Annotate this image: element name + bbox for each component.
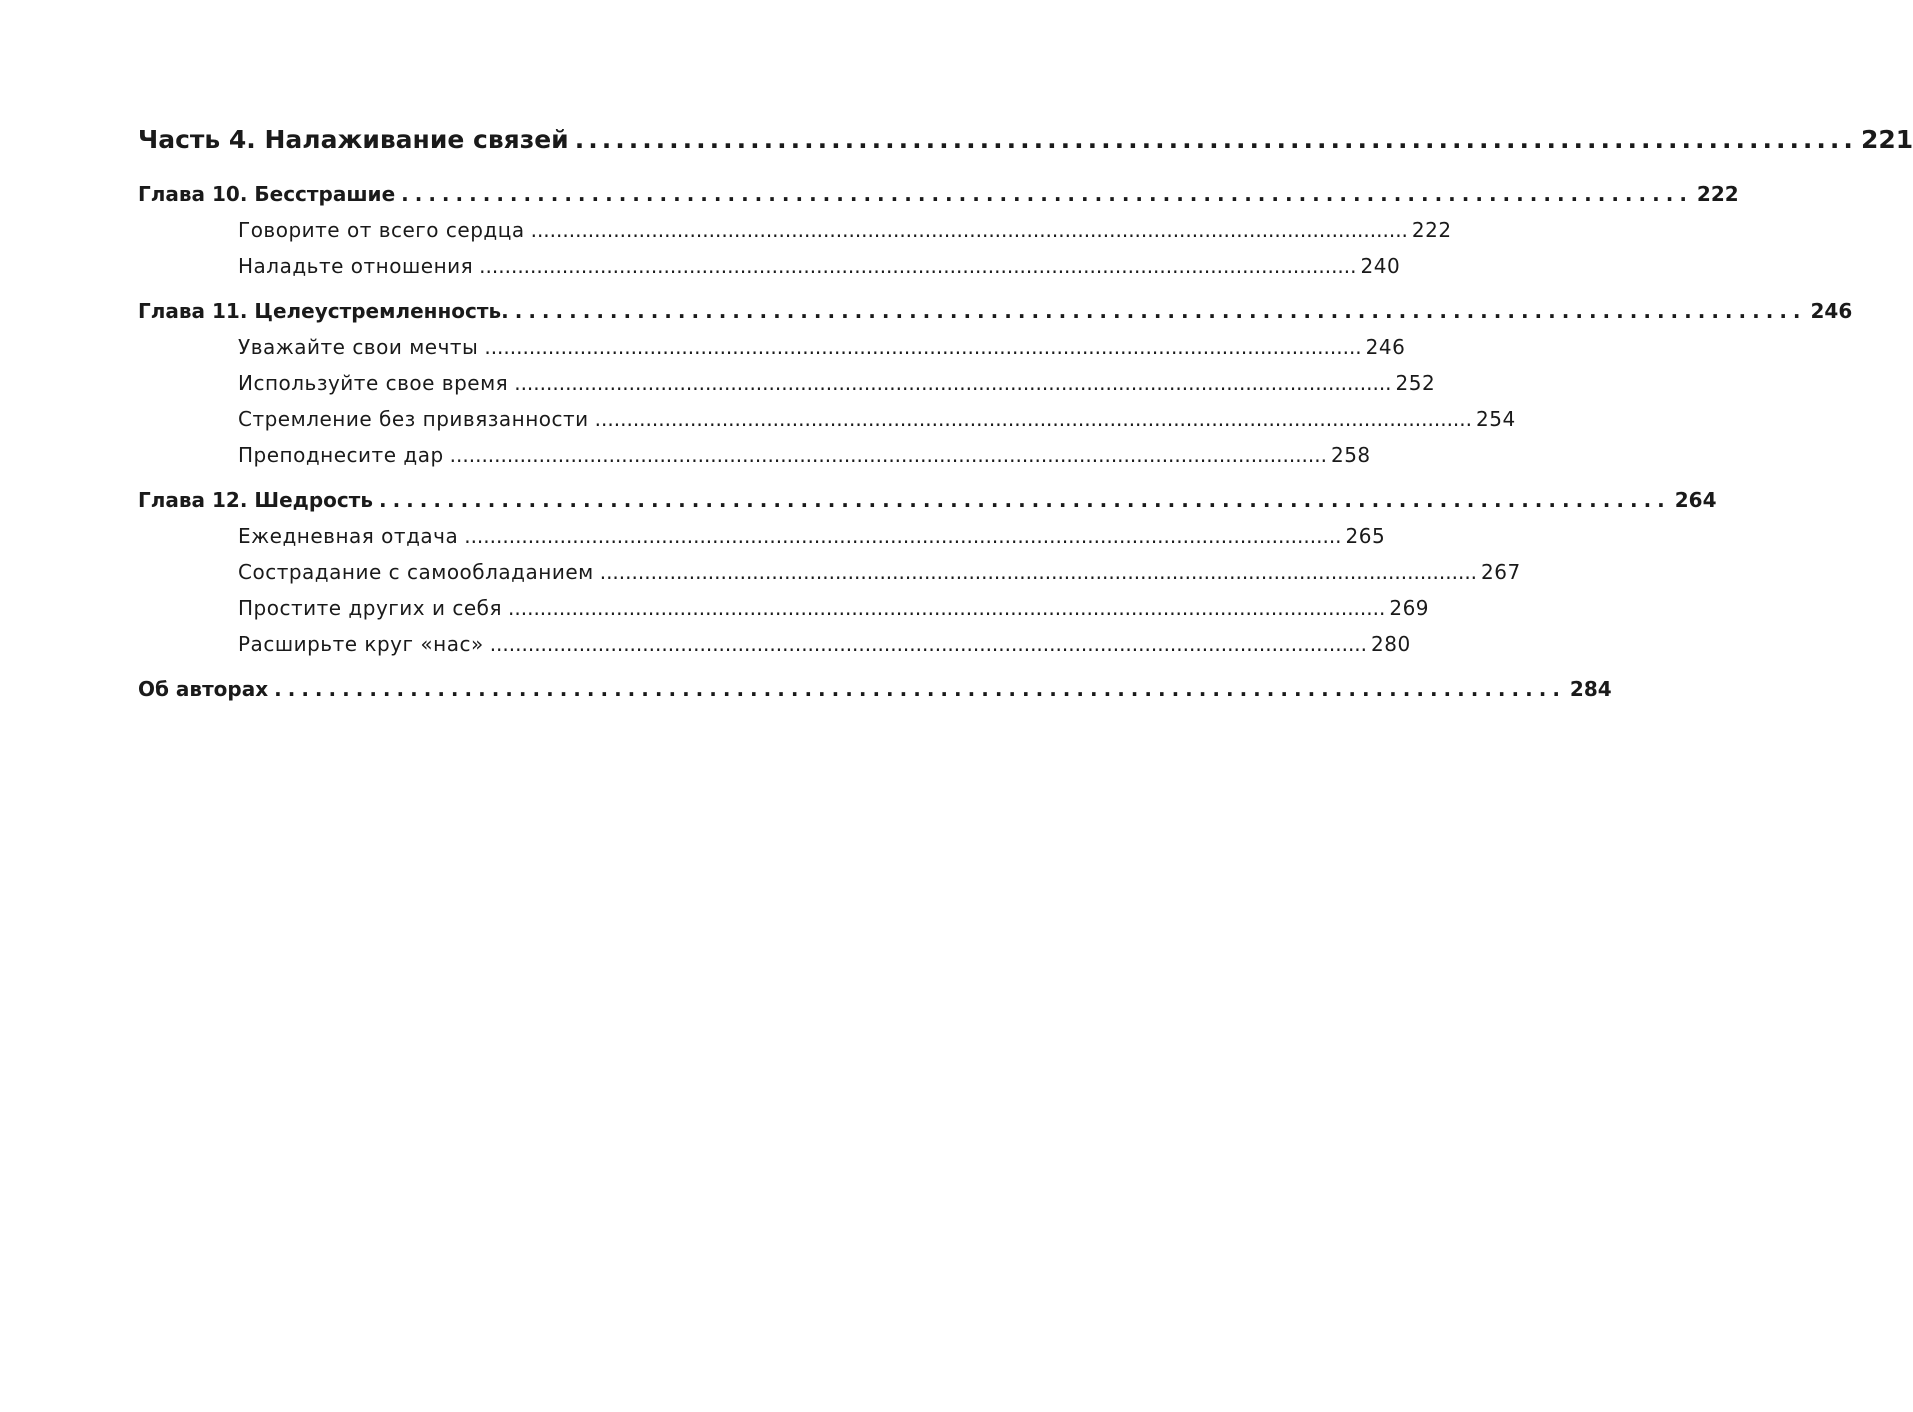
dot-leader: ............................................................................................... [274,677,1566,701]
toc-section-title: Используйте свое время [238,371,509,395]
table-of-contents [138,118,1913,707]
toc-section-title: Говорите от всего сердца [238,218,525,242]
toc-section-page: 265 [1345,524,1386,548]
toc-section-entry[interactable] [138,248,1401,284]
toc-chapter-title: Глава 12. Шедрость [138,488,373,512]
toc-section-page: 280 [1371,632,1411,656]
toc-part-entry[interactable] [138,118,1913,162]
dot-leader: .......................................................................................................................................... [594,407,1472,431]
toc-section-entry[interactable] [138,365,1436,401]
dot-leader: ............................................................................................... [401,182,1693,206]
toc-chapter-page: 222 [1696,182,1739,206]
toc-section-page: 252 [1395,371,1436,395]
dot-leader: .......................................................................................................................................... [514,371,1392,395]
toc-chapter-entry[interactable] [138,293,1853,329]
dot-leader: ............................................................................................... [514,299,1807,323]
toc-section-title: Наладьте отношения [238,254,474,278]
toc-section-page: 258 [1330,443,1371,467]
dot-leader: .......................................................................................................................................... [464,524,1342,548]
toc-section-entry[interactable] [138,518,1386,554]
toc-section-page: 254 [1476,407,1516,431]
dot-leader: .......................................................................................................................................... [489,632,1368,656]
toc-section-title: Стремление без привязанности [238,407,589,431]
toc-section-entry[interactable] [138,212,1452,248]
toc-chapter-page: 246 [1810,299,1853,323]
toc-section-page: 267 [1481,560,1521,584]
dot-leader: .......................................................................................................................................... [479,254,1357,278]
toc-section-entry[interactable] [138,437,1371,473]
toc-chapter-title: Глава 11. Целеустремленность. [138,299,509,323]
toc-part-title: Часть 4. Налаживание связей [138,125,569,154]
toc-section-page: 222 [1411,218,1452,242]
toc-chapter-entry[interactable] [138,176,1739,212]
toc-section-page: 269 [1389,596,1430,620]
toc-section-title: Расширьте круг «нас» [238,632,484,656]
toc-chapter-entry[interactable] [138,482,1717,518]
toc-section-entry[interactable] [138,329,1406,365]
toc-part-page: 221 [1860,125,1913,154]
dot-leader: ............................................................................................... [378,488,1671,512]
toc-section-entry[interactable] [138,554,1521,590]
dot-leader: .......................................................................................................................................... [508,596,1386,620]
toc-section-title: Преподнесите дар [238,443,444,467]
toc-section-title: Простите других и себя [238,596,503,620]
toc-chapter-title: Глава 10. Бесстрашие [138,182,396,206]
toc-section-page: 246 [1365,335,1406,359]
toc-section-title: Ежедневная отдача [238,524,459,548]
toc-chapter-page: 264 [1674,488,1717,512]
dot-leader: .......................................................................................................................................... [599,560,1478,584]
toc-section-title: Уважайте свои мечты [238,335,479,359]
toc-about-title: Об авторах [138,677,269,701]
dot-leader: ............................................................................................... [574,125,1857,154]
toc-section-title: Сострадание с самообладанием [238,560,594,584]
dot-leader: .......................................................................................................................................... [484,335,1362,359]
toc-about-entry[interactable] [138,671,1612,707]
toc-section-page: 240 [1360,254,1401,278]
toc-about-page: 284 [1569,677,1612,701]
dot-leader: .......................................................................................................................................... [449,443,1327,467]
dot-leader: .......................................................................................................................................... [530,218,1408,242]
toc-section-entry[interactable] [138,590,1430,626]
toc-section-entry[interactable] [138,401,1516,437]
toc-section-entry[interactable] [138,626,1411,662]
